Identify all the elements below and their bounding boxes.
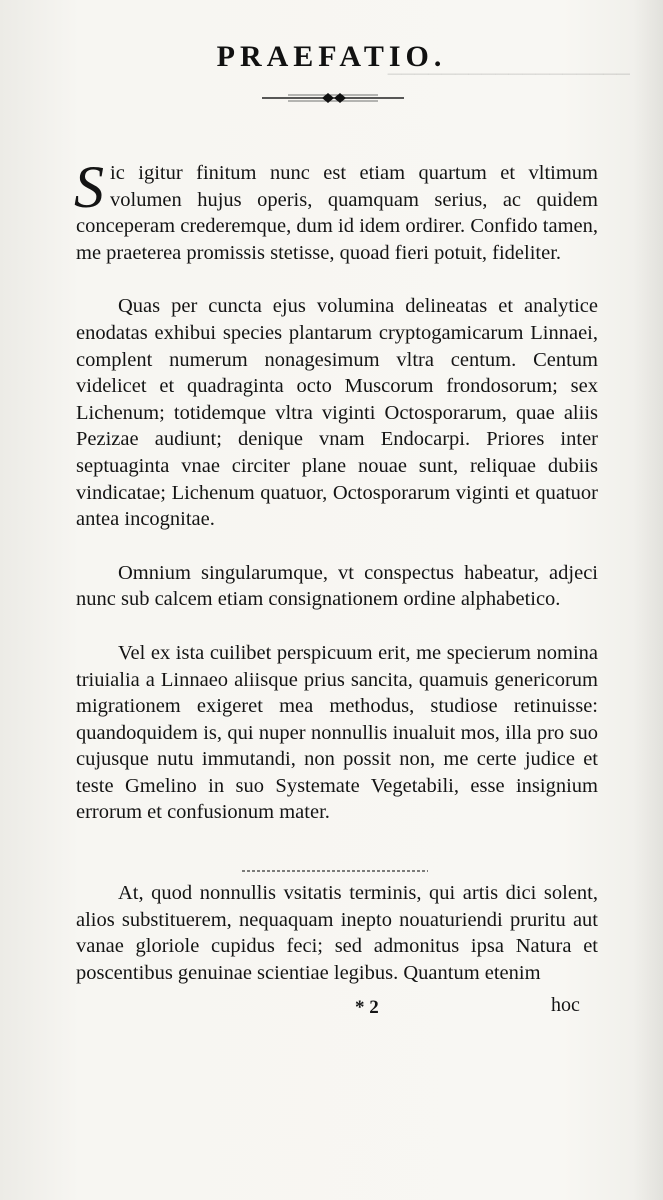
signature-mark: * 2 [355,997,379,1018]
paragraph-1 [74,154,598,266]
page-edge-shadow [633,0,663,1200]
paragraph-2 [76,293,598,532]
paragraph-3-text: Omnium singularumque, vt conspectus habeatur, adjeci nunc sub calcem etiam consignationem ordine alphabetico. [76,561,598,611]
paragraph-5 [76,880,598,986]
catchword: hoc [551,994,580,1016]
drop-cap: S [74,154,104,220]
paragraph-3 [76,560,598,613]
section-divider [240,867,430,875]
body-text-lower [76,880,598,986]
page-title: PRAEFATIO. [216,40,447,73]
title-ornament [258,91,408,105]
paragraph-1-text: ic igitur finitum nunc est etiam quartum et vltimum volumen hujus operis, quamquam serius, ac quidem conceperam crederemque, dum id idem ordirer. Confido tamen, me praeterea promissis stetisse, quoad fieri potuit, fideliter. [76,162,598,264]
paragraph-2-text: Quas per cuncta ejus volumina delineatas et analytice enodatas exhibui species plantarum cryptogamicarum Linnaei, complent numerum nonagesimum vltra centum. Centum videlicet et quadraginta octo Muscorum frondosorum; sex Lichenum; totidemque vltra viginti Octosporarum, quae aliis Pezizae audiunt; denique vnam Endocarpi. Priores inter septuaginta vnae circiter plane nouae sunt, reliquae dubiis vindicatae; Lichenum quatuor, Octosporarum viginti et quatuor antea incognitae. [76,295,598,531]
show-through-line: ────────────────── [387,64,630,85]
paragraph-4 [76,640,598,826]
paragraph-4-text: Vel ex ista cuilibet perspicuum erit, me specierum nomina triuialia a Linnaeo aliisque prius sancita, quamuis genericorum migrationem exigeret mea methodus, studiose retinuisse: quandoquidem is, qui nuper nonnullis inualuit mos, illa pro suo cujusque nutu immutandi, non possit non, me certe judice et teste Gmelino in suo Systemate Vegetabili, esse insignium errorum et confusionum mater. [76,641,598,824]
body-text [74,154,598,826]
paragraph-5-text: At, quod nonnullis vsitatis terminis, qui artis dici solent, alios substituerem, nequaquam inepto nouaturiendi pruritu aut vanae gloriole cupidus feci; sed admonitus ipsa Natura et poscentibus genuinae scientiae legibus. Quantum etenim [76,882,598,984]
